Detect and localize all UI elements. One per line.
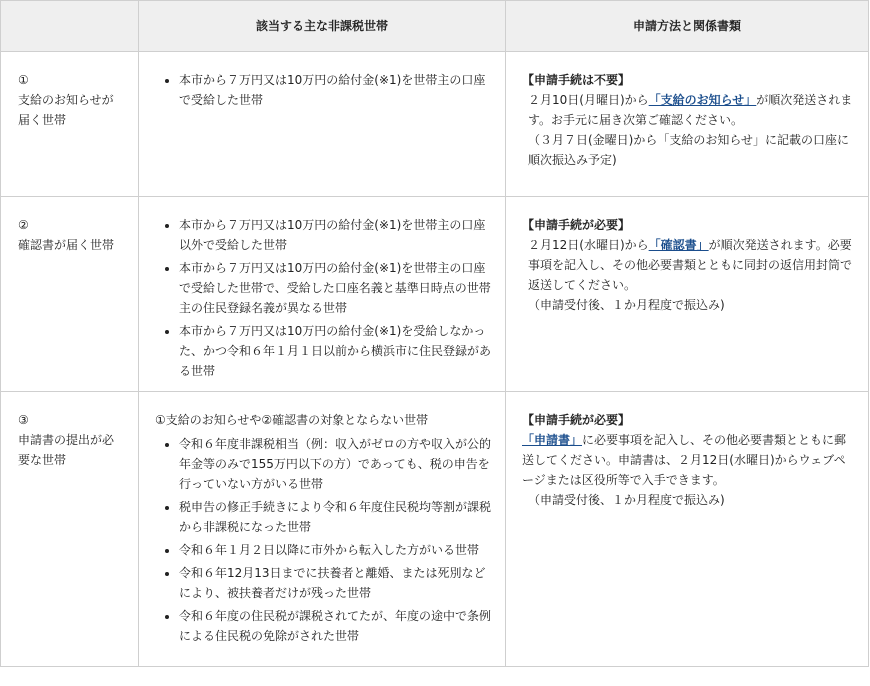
category-label-line: 確認書が届く世帯: [18, 238, 115, 252]
table-row: [1, 197, 869, 392]
category-label-line: 要な世帯: [18, 453, 67, 467]
category-label-line: 申請書の提出が必: [18, 433, 115, 447]
category-label-line: 届く世帯: [18, 113, 67, 127]
list-item: • 令和６年度の住民税が課税されてたが、年度の途中で条例による住民税の免除がされた世帯: [179, 606, 491, 646]
table-row: [1, 52, 869, 197]
procedure-heading: 【申請手続は不要】: [522, 73, 631, 87]
list-item: • 税申告の修正手続きにより令和６年度住民税均等割が課税から非課税になった世帯: [179, 497, 491, 537]
procedure-heading: 【申請手続が必要】: [522, 218, 631, 232]
confirmation-link[interactable]: 「確認書」: [648, 238, 709, 252]
category-cell: [1, 392, 139, 667]
header-households: 該当する主な非課税世帯: [139, 1, 506, 52]
list-item: • 本市から７万円又は10万円の給付金(※1)を受給しなかった、かつ令和６年１月１日以前から横浜市に住民登録がある世帯: [179, 321, 491, 381]
category-number: ③: [18, 413, 29, 427]
notice-link[interactable]: 「支給のお知らせ」: [648, 93, 757, 107]
households-cell: [139, 197, 506, 392]
category-number: ②: [18, 218, 29, 232]
table-header-row: [1, 1, 869, 52]
category-cell: [1, 197, 139, 392]
header-procedure: 申請方法と関係書類: [506, 1, 869, 52]
list-item: • 令和６年１月２日以降に市外から転入した方がいる世帯: [179, 540, 491, 560]
list-item: • 令和６年度非課税相当（例：収入がゼロの方や収入が公的年金等のみで155万円以下の方）であっても、税の申告を行っていない方がいる世帯: [179, 434, 491, 494]
header-category: [1, 1, 139, 52]
household-list: [155, 70, 491, 110]
procedure-text: ２月10日(月曜日)から「支給のお知らせ」が順次発送されます。お手元に届き次第ご確認ください。: [528, 93, 853, 127]
list-item: • 本市から７万円又は10万円の給付金(※1)を世帯主の口座で受給した世帯で、受給した口座名義と基準日時点の世帯主の住民登録名義が異なる世帯: [179, 258, 491, 318]
procedure-cell: [506, 392, 869, 667]
procedure-text: ２月12日(水曜日)から「確認書」が順次発送されます。必要事項を記入し、その他必要書類とともに同封の返信用封筒で返送してください。: [528, 238, 853, 292]
list-item: • 本市から７万円又は10万円の給付金(※1)を世帯主の口座以外で受給した世帯: [179, 215, 491, 255]
procedure-note: （申請受付後、１か月程度で振込み): [528, 493, 725, 507]
household-list: [155, 215, 491, 381]
category-label-line: 支給のお知らせが: [18, 93, 114, 107]
procedure-cell: [506, 197, 869, 392]
procedure-cell: [506, 52, 869, 197]
application-form-link[interactable]: 「申請書」: [522, 433, 583, 447]
list-lead: ①支給のお知らせや②確認書の対象とならない世帯: [155, 413, 429, 427]
table-row: [1, 392, 869, 667]
households-cell: [139, 392, 506, 667]
procedure-heading: 【申請手続が必要】: [522, 413, 631, 427]
list-item: • 令和６年12月13日までに扶養者と離婚、または死別などにより、被扶養者だけが残った世帯: [179, 563, 491, 603]
category-cell: [1, 52, 139, 197]
procedure-note: （３月７日(金曜日)から「支給のお知らせ」に記載の口座に順次振込み予定): [528, 133, 850, 167]
procedure-text: 「申請書」に必要事項を記入し、その他必要書類とともに郵送してください。申請書は、２月12日(水曜日)からウェブページまたは区役所等で入手できます。: [522, 433, 847, 487]
procedure-note: （申請受付後、１か月程度で振込み): [528, 298, 725, 312]
household-list: [155, 434, 491, 646]
category-number: ①: [18, 73, 29, 87]
list-item: • 本市から７万円又は10万円の給付金(※1)を世帯主の口座で受給した世帯: [179, 70, 491, 110]
households-cell: [139, 52, 506, 197]
